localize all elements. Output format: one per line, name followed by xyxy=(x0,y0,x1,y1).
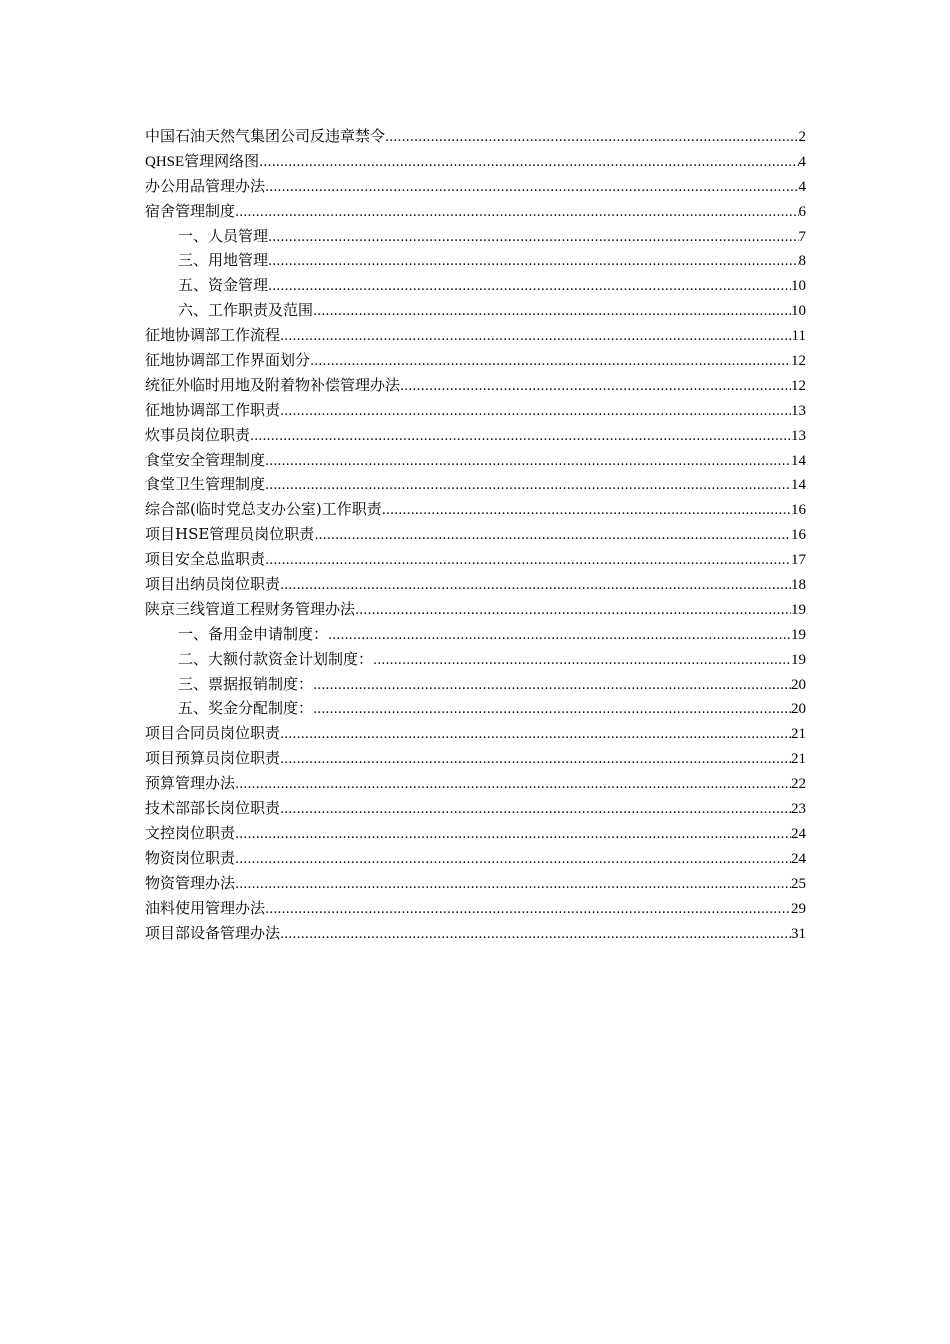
toc-dot-leader xyxy=(265,896,791,923)
toc-subentry[interactable] xyxy=(145,248,806,273)
toc-entry[interactable] xyxy=(145,522,806,547)
toc-dot-leader xyxy=(268,248,798,275)
toc-entry-title: 办公用品管理办法 xyxy=(145,176,266,195)
toc-entry-title: 征地协调部工作界面划分 xyxy=(145,351,311,370)
toc-subentry[interactable] xyxy=(145,672,806,697)
toc-page-number: 14 xyxy=(791,452,806,469)
toc-dot-leader xyxy=(235,199,798,226)
toc-entry[interactable] xyxy=(145,149,806,174)
toc-dot-leader xyxy=(280,398,791,425)
toc-page-number: 25 xyxy=(791,875,806,892)
toc-subentry[interactable] xyxy=(145,298,806,323)
toc-entry-title: 统征外临时用地及附着物补偿管理办法 xyxy=(145,375,401,394)
toc-entry-title: 宿舍管理制度 xyxy=(145,201,236,220)
toc-entry[interactable] xyxy=(145,846,806,871)
toc-page-number: 23 xyxy=(791,801,806,818)
toc-entry-title: 项目部设备管理办法 xyxy=(145,923,281,942)
toc-dot-leader xyxy=(235,771,791,798)
toc-entry-title: 六、工作职责及范围 xyxy=(178,301,314,320)
toc-entry-title: 炊事员岗位职责 xyxy=(145,425,251,444)
toc-page-number: 8 xyxy=(798,253,806,270)
toc-dot-leader xyxy=(265,547,791,574)
toc-page-number: 10 xyxy=(791,303,806,320)
toc-page-number: 21 xyxy=(791,751,806,768)
toc-page-number: 17 xyxy=(791,552,806,569)
toc-subentry[interactable] xyxy=(145,647,806,672)
toc-dot-leader xyxy=(314,522,791,549)
toc-entry-title: 五、奖金分配制度： xyxy=(178,699,314,718)
toc-entry[interactable] xyxy=(145,398,806,423)
toc-page-number: 2 xyxy=(798,129,806,145)
toc-entry[interactable] xyxy=(145,472,806,497)
table-of-contents xyxy=(145,124,806,945)
toc-dot-leader xyxy=(310,348,791,375)
toc-entry[interactable] xyxy=(145,597,806,622)
toc-entry-title: 项目安全总监职责 xyxy=(145,550,266,569)
toc-dot-leader xyxy=(313,672,791,699)
toc-page-number: 18 xyxy=(791,577,806,594)
toc-page-number: 16 xyxy=(791,502,806,519)
toc-page-number: 13 xyxy=(791,402,806,419)
toc-page-number: 20 xyxy=(791,701,806,718)
toc-entry-title: 项目预算员岗位职责 xyxy=(145,749,281,768)
toc-entry-title: 一、备用金申请制度： xyxy=(178,624,329,643)
toc-dot-leader xyxy=(313,298,791,325)
toc-page-number: 19 xyxy=(791,626,806,643)
toc-subentry[interactable] xyxy=(145,622,806,647)
toc-entry-title: 五、资金管理 xyxy=(178,276,269,295)
toc-entry[interactable] xyxy=(145,921,806,946)
toc-entry-title: 油料使用管理办法 xyxy=(145,898,266,917)
toc-entry[interactable] xyxy=(145,572,806,597)
toc-entry-title: 陕京三线管道工程财务管理办法 xyxy=(145,599,356,618)
toc-entry-title: 征地协调部工作流程 xyxy=(145,326,281,345)
toc-page-number: 4 xyxy=(798,178,806,195)
toc-entry[interactable] xyxy=(145,174,806,199)
toc-dot-leader xyxy=(280,921,791,948)
toc-dot-leader xyxy=(328,622,791,649)
toc-page-number: 19 xyxy=(791,601,806,618)
toc-entry-title: 项目出纳员岗位职责 xyxy=(145,575,281,594)
toc-subentry[interactable] xyxy=(145,273,806,298)
toc-entry-title: 食堂安全管理制度 xyxy=(145,450,266,469)
toc-dot-leader xyxy=(280,721,791,748)
toc-dot-leader xyxy=(268,273,791,300)
toc-page-number: 4 xyxy=(798,153,806,170)
toc-dot-leader xyxy=(280,572,791,599)
toc-entry[interactable] xyxy=(145,871,806,896)
toc-entry-title: 三、票据报销制度： xyxy=(178,674,314,693)
toc-page-number: 21 xyxy=(791,726,806,743)
toc-page-number: 24 xyxy=(791,825,806,842)
toc-entry[interactable] xyxy=(145,199,806,224)
toc-dot-leader xyxy=(280,746,791,773)
toc-entry[interactable] xyxy=(145,746,806,771)
toc-page-number: 11 xyxy=(791,328,806,345)
toc-entry[interactable] xyxy=(145,896,806,921)
toc-dot-leader xyxy=(373,647,791,674)
toc-page-number: 31 xyxy=(791,925,806,942)
toc-entry-title: 一、人员管理 xyxy=(178,226,269,245)
toc-entry[interactable] xyxy=(145,124,806,149)
toc-page-number: 6 xyxy=(798,203,806,220)
toc-page-number: 12 xyxy=(791,377,806,394)
toc-dot-leader xyxy=(265,448,791,475)
toc-entry-title: 二、大额付款资金计划制度： xyxy=(178,649,374,668)
toc-entry[interactable] xyxy=(145,423,806,448)
toc-dot-leader xyxy=(259,149,798,176)
toc-dot-leader xyxy=(235,871,791,898)
toc-page-number: 13 xyxy=(791,427,806,444)
toc-entry-title: 食堂卫生管理制度 xyxy=(145,475,266,494)
toc-dot-leader xyxy=(355,597,791,624)
toc-page-number: 7 xyxy=(798,228,806,245)
toc-entry[interactable] xyxy=(145,448,806,473)
toc-subentry[interactable] xyxy=(145,224,806,249)
toc-dot-leader xyxy=(265,174,798,201)
toc-entry-title: 综合部(临时党总支办公室)工作职责 xyxy=(145,500,382,519)
toc-page-number: 24 xyxy=(791,850,806,867)
toc-page-number: 19 xyxy=(791,651,806,668)
toc-dot-leader xyxy=(265,472,791,499)
toc-entry[interactable] xyxy=(145,547,806,572)
toc-entry-title: QHSE管理网络图 xyxy=(145,153,260,170)
toc-page-number: 10 xyxy=(791,278,806,295)
toc-entry-title: 技术部部长岗位职责 xyxy=(145,799,281,818)
toc-subentry[interactable] xyxy=(145,696,806,721)
toc-entry-title: 项目HSE管理员岗位职责 xyxy=(145,525,315,544)
toc-entry[interactable] xyxy=(145,796,806,821)
toc-dot-leader xyxy=(382,497,791,524)
toc-entry-title: 预算管理办法 xyxy=(145,774,236,793)
toc-entry-title: 征地协调部工作职责 xyxy=(145,400,281,419)
toc-page-number: 14 xyxy=(791,477,806,494)
toc-entry-title: 项目合同员岗位职责 xyxy=(145,724,281,743)
toc-entry[interactable] xyxy=(145,348,806,373)
toc-entry[interactable] xyxy=(145,771,806,796)
toc-dot-leader xyxy=(280,796,791,823)
toc-entry[interactable] xyxy=(145,721,806,746)
toc-page-number: 22 xyxy=(791,776,806,793)
toc-dot-leader xyxy=(250,423,791,450)
toc-dot-leader xyxy=(268,224,798,251)
toc-dot-leader xyxy=(313,696,791,723)
toc-dot-leader xyxy=(385,124,798,151)
toc-page-number: 16 xyxy=(791,527,806,544)
toc-dot-leader xyxy=(235,846,791,873)
toc-page-number: 20 xyxy=(791,676,806,693)
toc-entry-title: 中国石油天然气集团公司反违章禁令 xyxy=(145,127,386,145)
toc-entry-title: 文控岗位职责 xyxy=(145,823,236,842)
toc-page-number: 12 xyxy=(791,353,806,370)
toc-entry[interactable] xyxy=(145,497,806,522)
toc-dot-leader xyxy=(235,821,791,848)
toc-dot-leader xyxy=(280,323,792,350)
toc-entry-title: 三、用地管理 xyxy=(178,251,269,270)
toc-entry[interactable] xyxy=(145,821,806,846)
toc-entry-title: 物资管理办法 xyxy=(145,873,236,892)
toc-entry[interactable] xyxy=(145,373,806,398)
toc-entry-title: 物资岗位职责 xyxy=(145,848,236,867)
toc-page-number: 29 xyxy=(791,900,806,917)
toc-entry[interactable] xyxy=(145,323,806,348)
toc-dot-leader xyxy=(400,373,791,400)
